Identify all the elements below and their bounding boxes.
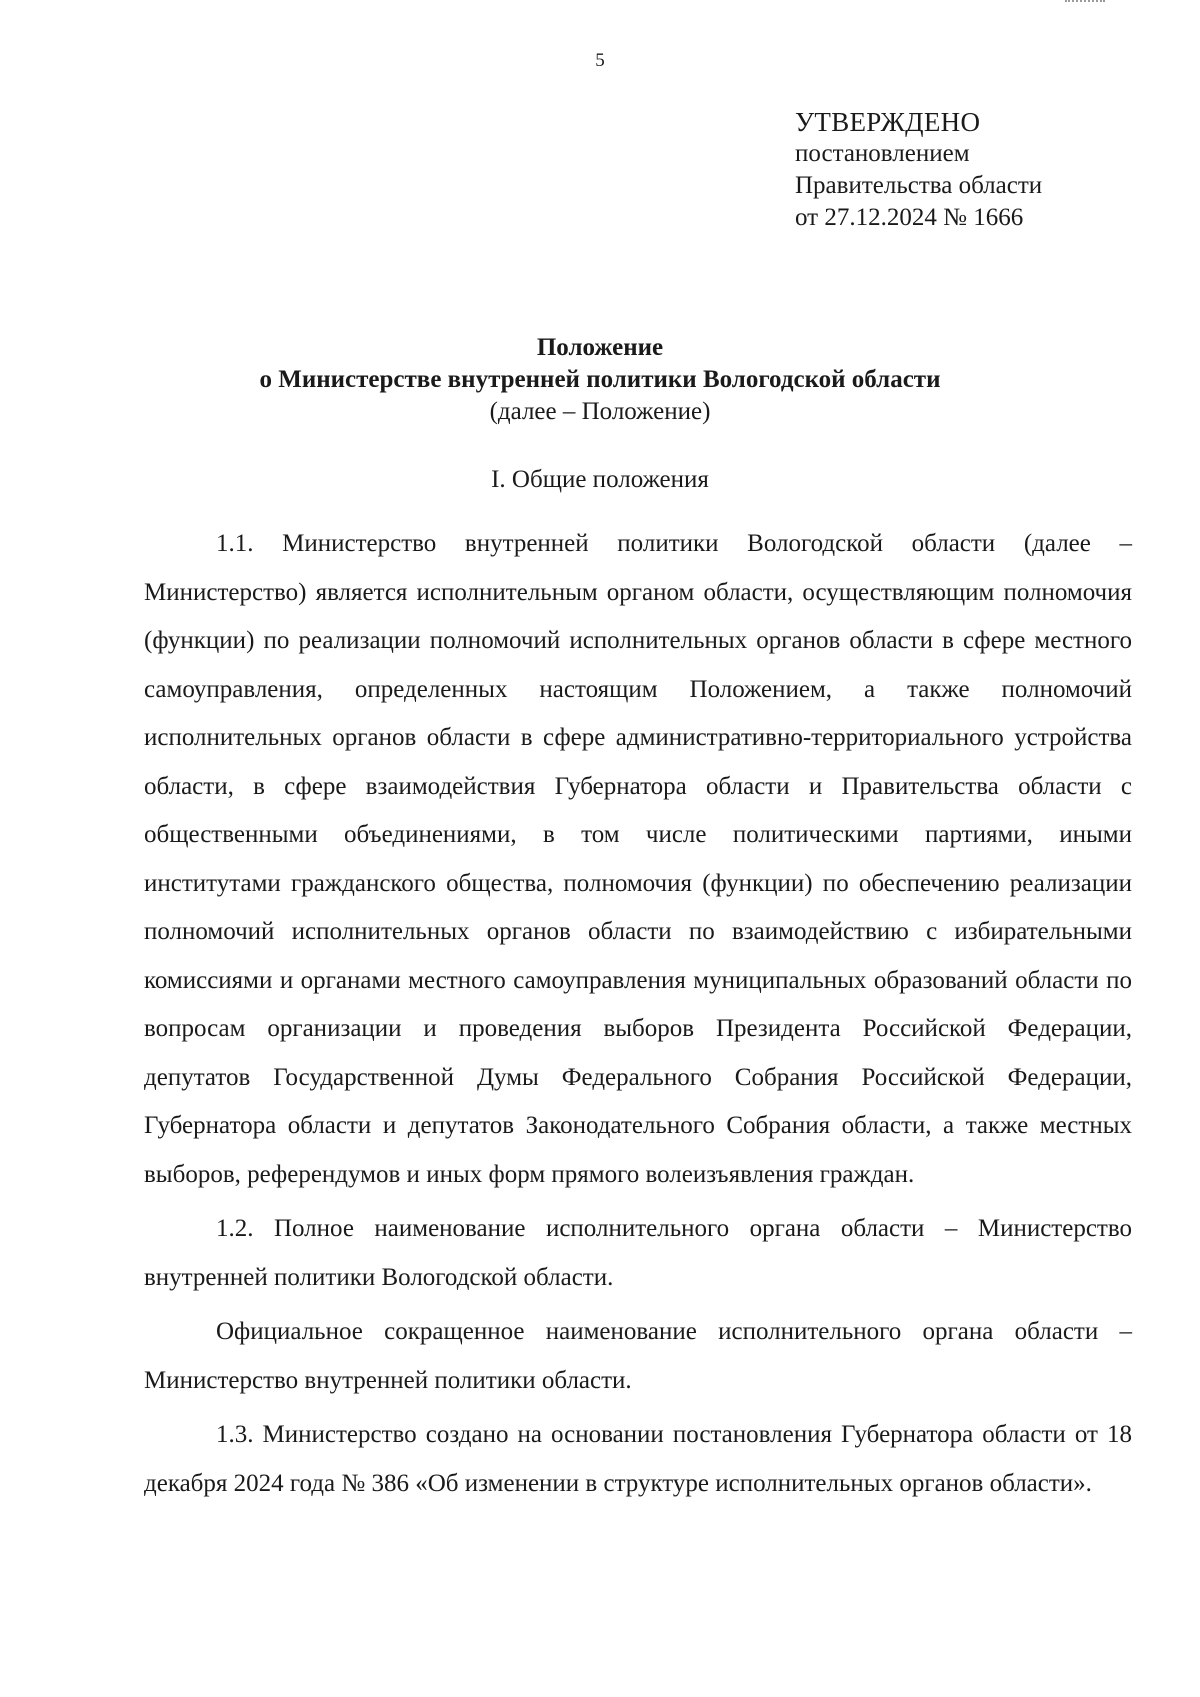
approval-stamp bbox=[795, 106, 1042, 234]
page-number: 5 bbox=[595, 50, 605, 71]
section-heading: I. Общие положения bbox=[491, 466, 709, 493]
paragraph-short-name: Официальное сокращенное наименование исполнительного органа области – Министерство внутренней политики области. bbox=[144, 1318, 1132, 1394]
section-body bbox=[144, 520, 1132, 1508]
scan-corner-mark bbox=[1065, 0, 1105, 5]
approval-line-3: от 27.12.2024 № 1666 bbox=[795, 204, 1024, 231]
approval-line-1: постановлением bbox=[795, 140, 970, 167]
document-abbreviation-note: (далее – Положение) bbox=[489, 398, 711, 425]
paragraph-1-2: 1.2. Полное наименование исполнительного органа области – Министерство внутренней политики Вологодской области. bbox=[144, 1215, 1132, 1291]
paragraph-1-1: 1.1. Министерство внутренней политики Вологодской области (далее – Министерство) является исполнительным органом области, осуществляющим полномочия (функции) по реализации полномочий исполнительных органов области в сфере местного самоуправления, определенных настоящим Положением, а также полномочий исполнительных органов области в сфере административно-территориального устройства области, в сфере взаимодействия Губернатора области и Правительства области с общественными объединениями, в том числе политическими партиями, иными институтами гражданского общества, полномочия (функции) по обеспечению реализации полномочий исполнительных органов области по взаимодействию с избирательными комиссиями и органами местного самоуправления муниципальных образований области по вопросам организации и проведения выборов Президента Российской Федерации, депутатов Государственной Думы Федерального Собрания Российской Федерации, Губернатора области и депутатов Законодательного Собрания области, а также местных выборов, референдумов и иных форм прямого волеизъявления граждан. bbox=[144, 530, 1132, 1188]
document-header bbox=[0, 332, 1200, 428]
approval-line-2: Правительства области bbox=[795, 172, 1043, 199]
approval-title: УТВЕРЖДЕНО bbox=[795, 107, 981, 137]
document-subtitle: о Министерстве внутренней политики Вологодской области bbox=[259, 366, 941, 393]
document-title: Положение bbox=[536, 334, 664, 361]
paragraph-1-3: 1.3. Министерство создано на основании постановления Губернатора области от 18 декабря 2024 года № 386 «Об изменении в структуре исполнительных органов области». bbox=[144, 1421, 1132, 1497]
